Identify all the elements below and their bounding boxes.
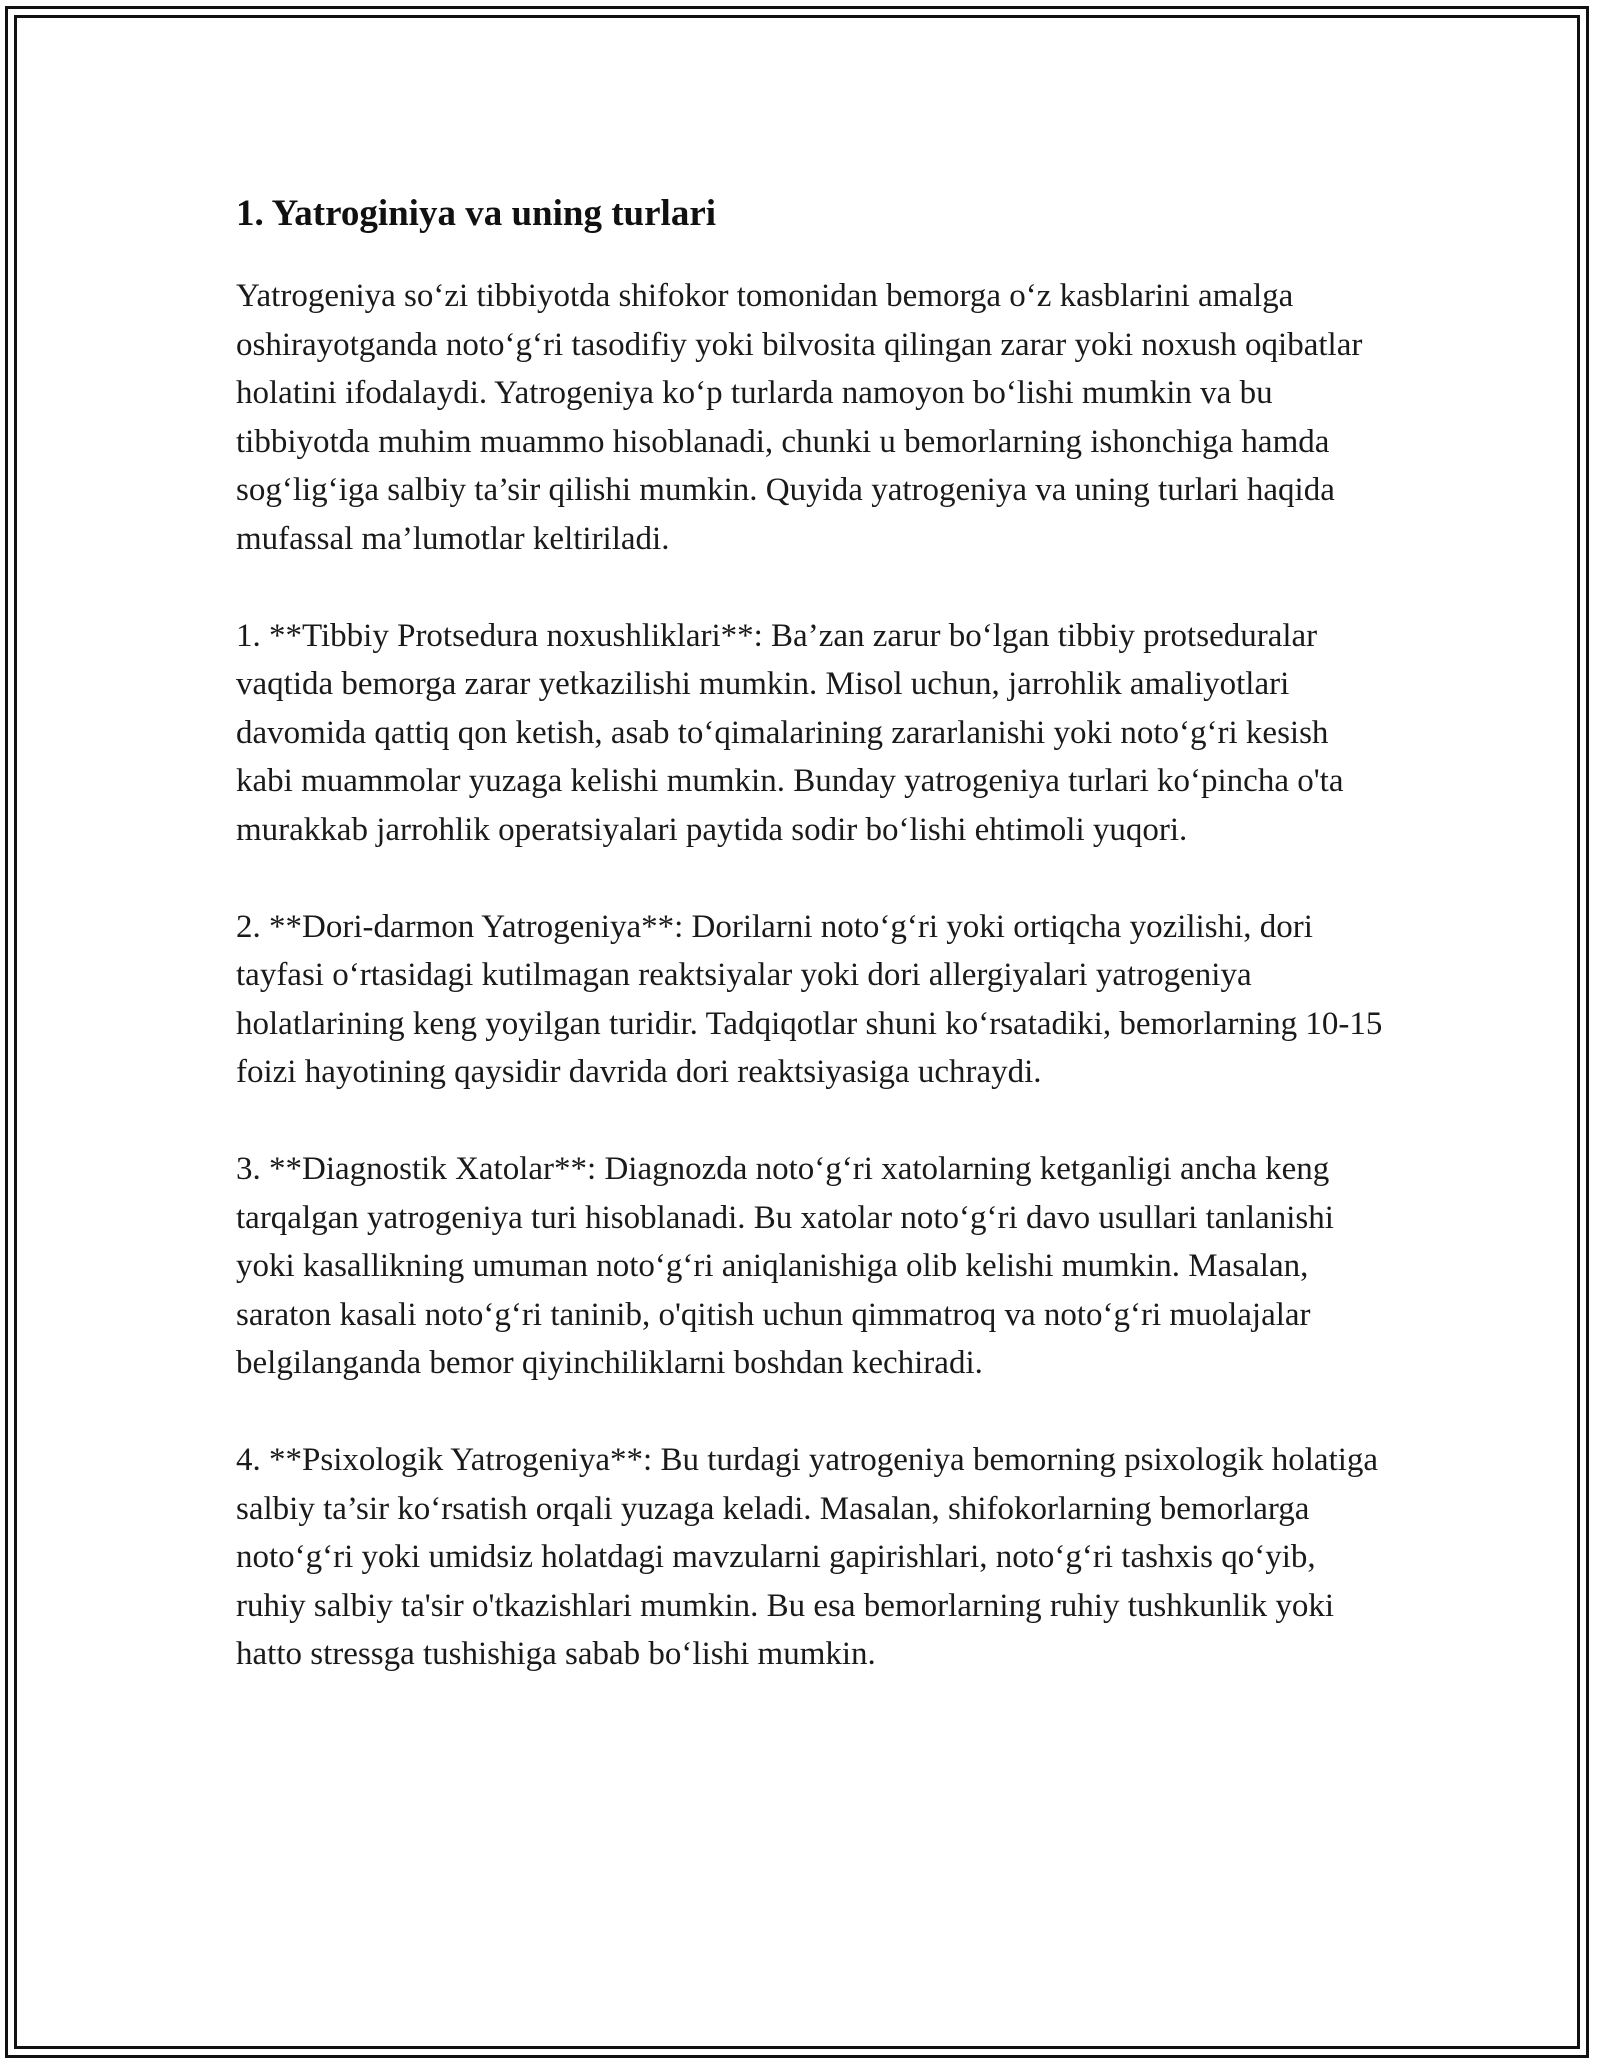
list-item-paragraph: 1. **Tibbiy Protsedura noxushliklari**: Ba’zan zarur bo‘lgan tibbiy protseduralar vaqtida bemorga zarar yetkazilishi mumkin. Misol uchun, jarrohlik amaliyotlari davomida qattiq qon ketish, asab to‘qimalarining zararlanishi yoki noto‘g‘ri kesish kabi muammolar yuzaga kelishi mumkin. Bunday yatrogeniya turlari ko‘pincha o'ta murakkab jarrohlik operatsiyalari paytida sodir bo‘lishi ehtimoli yuqori. xyxy=(236,617,1344,848)
document-body xyxy=(236,186,1386,1679)
section-heading: 1. Yatroginiya va uning turlari xyxy=(236,193,717,234)
intro-paragraph: Yatrogeniya so‘zi tibbiyotda shifokor tomonidan bemorga o‘z kasblarini amalga oshirayotganda noto‘g‘ri tasodifiy yoki bilvosita qilingan zarar yoki noxush oqibatlar holatini ifodalaydi. Yatrogeniya ko‘p turlarda namoyon bo‘lishi mumkin va bu tibbiyotda muhim muammo hisoblanadi, chunki u bemorlarning ishonchiga hamda sog‘lig‘iga salbiy ta’sir qilishi mumkin. Quyida yatrogeniya va uning turlari haqida mufassal ma’lumotlar keltiriladi. xyxy=(236,278,1363,557)
list-item-paragraph: 2. **Dori-darmon Yatrogeniya**: Dorilarni noto‘g‘ri yoki ortiqcha yozilishi, dori tayfasi o‘rtasidagi kutilmagan reaktsiyalar yoki dori allergiyalari yatrogeniya holatlarining keng yoyilgan turidir. Tadqiqotlar shuni ko‘rsatadiki, bemorlarning 10-15 foizi hayotining qaysidir davrida dori reaktsiyasiga uchraydi. xyxy=(236,908,1383,1090)
list-item-paragraph: 4. **Psixologik Yatrogeniya**: Bu turdagi yatrogeniya bemorning psixologik holatiga salbiy ta’sir ko‘rsatish orqali yuzaga keladi. Masalan, shifokorlarning bemorlarga noto‘g‘ri yoki umidsiz holatdagi mavzularni gapirishlari, noto‘g‘ri tashxis qo‘yib, ruhiy salbiy ta'sir o'tkazishlari mumkin. Bu esa bemorlarning ruhiy tushkunlik yoki hatto stressga tushishiga sabab bo‘lishi mumkin. xyxy=(236,1442,1379,1672)
list-item-paragraph: 3. **Diagnostik Xatolar**: Diagnozda noto‘g‘ri xatolarning ketganligi ancha keng tarqalgan yatrogeniya turi hisoblanadi. Bu xatolar noto‘g‘ri davo usullari tanlanishi yoki kasallikning umuman noto‘g‘ri aniqlanishiga olib kelishi mumkin. Masalan, saraton kasali noto‘g‘ri taninib, o'qitish uchun qimmatroq va noto‘g‘ri muolajalar belgilanganda bemor qiyinchiliklarni boshdan kechiradi. xyxy=(236,1151,1334,1381)
